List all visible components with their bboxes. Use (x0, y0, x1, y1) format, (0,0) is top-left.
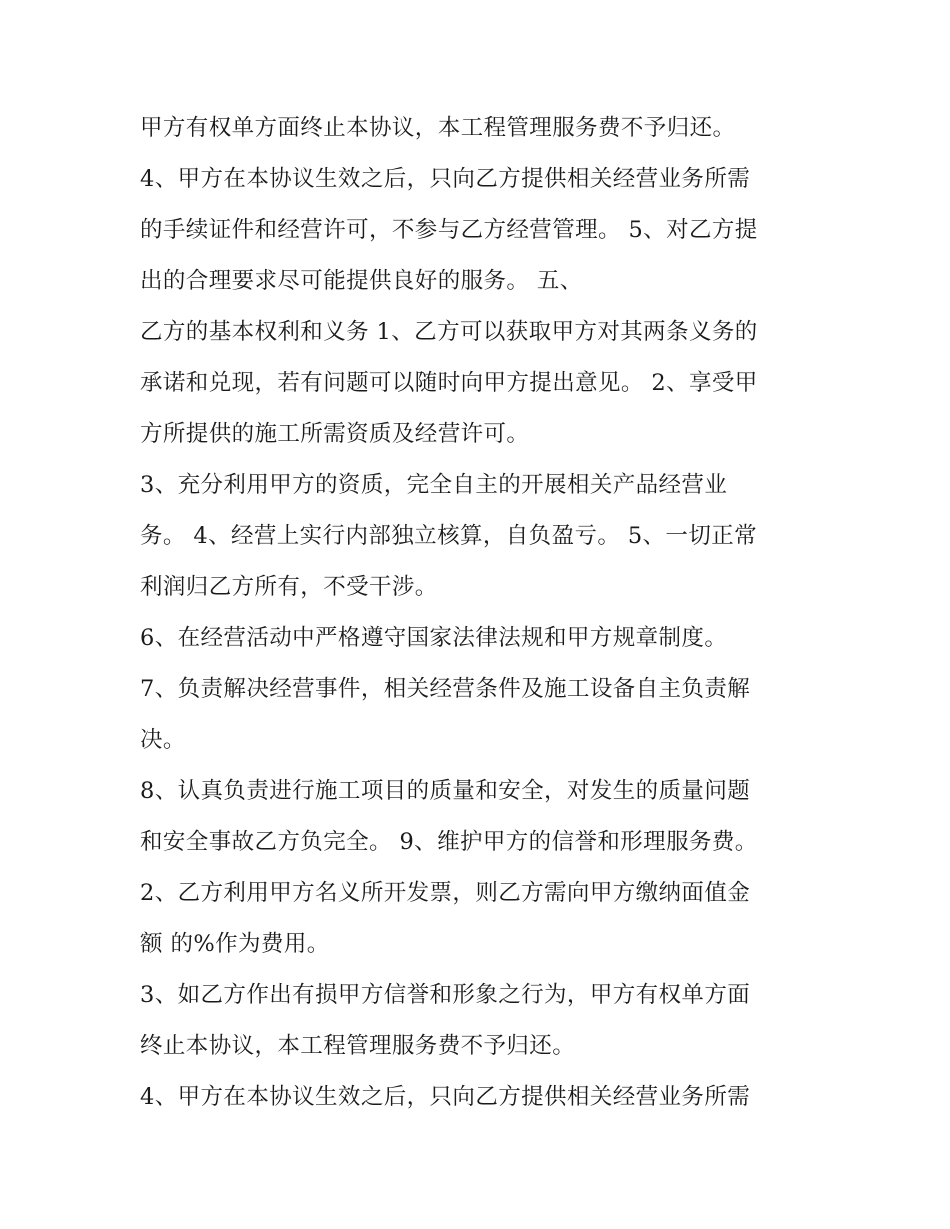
text-line: 2、乙方利用甲方名义所开发票，则乙方需向甲方缴纳面值金 (140, 880, 751, 906)
text-line: 额 的%作为费用。 (140, 931, 330, 957)
text-line: 终止本协议，本工程管理服务费不予归还。 (140, 1033, 576, 1059)
text-line: 出的合理要求尽可能提供良好的服务。 五、 (140, 268, 583, 294)
document-body (140, 103, 820, 1123)
text-line: 甲方有权单方面终止本协议，本工程管理服务费不予归还。 (140, 115, 736, 141)
text-line: 7、负责解决经营事件，相关经营条件及施工设备自主负责解 (140, 676, 751, 702)
text-line: 承诺和兑现，若有问题可以随时向甲方提出意见。 2、享受甲 (140, 370, 758, 396)
text-line: 利润归乙方所有，不受干涉。 (140, 574, 438, 600)
text-line: 3、如乙方作出有损甲方信誉和形象之行为，甲方有权单方面 (140, 982, 751, 1008)
text-line: 方所提供的施工所需资质及经营许可。 (140, 421, 530, 447)
text-line: 的手续证件和经营许可，不参与乙方经营管理。 5、对乙方提 (140, 217, 758, 243)
text-line: 和安全事故乙方负完全。 9、维护甲方的信誉和形理服务费。 (140, 829, 758, 855)
text-line: 乙方的基本权利和义务 1、乙方可以获取甲方对其两条义务的 (140, 319, 758, 345)
text-line: 4、甲方在本协议生效之后，只向乙方提供相关经营业务所需 (140, 166, 751, 192)
text-line: 4、甲方在本协议生效之后，只向乙方提供相关经营业务所需 (140, 1084, 751, 1110)
text-line: 务。 4、经营上实行内部独立核算，自负盈亏。 5、一切正常 (140, 523, 758, 549)
text-line: 决。 (140, 727, 186, 753)
text-line: 3、充分利用甲方的资质，完全自主的开展相关产品经营业 (140, 472, 728, 498)
text-line: 8、认真负责进行施工项目的质量和安全，对发生的质量问题 (140, 778, 751, 804)
text-line: 6、在经营活动中严格遵守国家法律法规和甲方规章制度。 (140, 625, 728, 651)
